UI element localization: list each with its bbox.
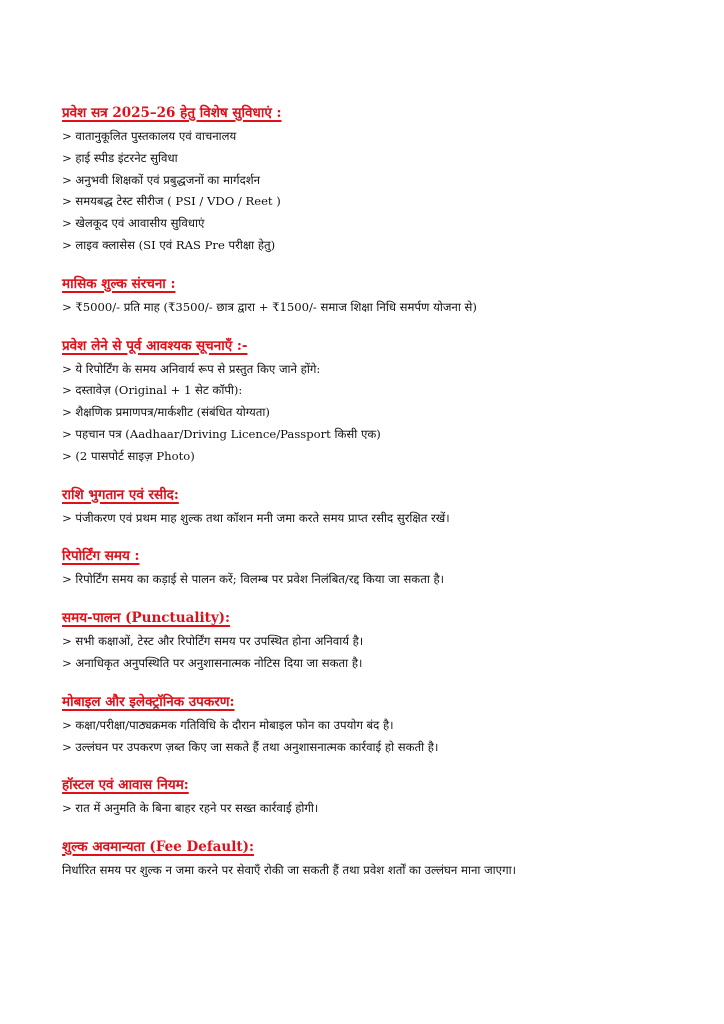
section-heading: मोबाइल और इलेक्ट्रॉनिक उपकरण: <box>62 693 235 710</box>
list-item: > पहचान पत्र (Aadhaar/Driving Licence/Passport किसी एक) <box>62 426 381 441</box>
list-item: > सभी कक्षाओं, टेस्ट और रिपोर्टिंग समय पर उपस्थित होना अनिवार्य है। <box>62 634 364 649</box>
section-punctuality <box>62 607 684 675</box>
list-item: > दस्तावेज़ (Original + 1 सेट कॉपी): <box>62 383 243 398</box>
list-item: > अनुभवी शिक्षकों एवं प्रबुद्धजनों का मार्गदर्शन <box>62 172 261 187</box>
list-item: > वातानुकूलित पुस्तकालय एवं वाचनालय <box>62 129 237 143</box>
list-item: > शैक्षणिक प्रमाणपत्र/मार्कशीट (संबंधित योग्यता) <box>62 405 270 420</box>
section-admission-notices <box>62 335 684 468</box>
section-heading: प्रवेश लेने से पूर्व आवश्यक सूचनाएँ :- <box>62 337 248 354</box>
list-item: निर्धारित समय पर शुल्क न जमा करने पर सेवाएँ रोकी जा सकती हैं तथा प्रवेश शर्तों का उल्लंघन माना जाएगा। <box>62 863 517 878</box>
list-item: > अनाधिकृत अनुपस्थिति पर अनुशासनात्मक नोटिस दिया जा सकता है। <box>62 655 363 670</box>
list-item: > ₹5000/- प्रति माह (₹3500/- छात्र द्वारा + ₹1500/- समाज शिक्षा निधि समर्पण योजना से) <box>62 299 477 314</box>
list-item: > हाई स्पीड इंटरनेट सुविधा <box>62 150 178 165</box>
list-item: > रिपोर्टिंग समय का कड़ाई से पालन करें; विलम्ब पर प्रवेश निलंबित/रद्द किया जा सकता है। <box>62 572 445 587</box>
list-item: > पंजीकरण एवं प्रथम माह शुल्क तथा कॉशन मनी जमा करते समय प्राप्त रसीद सुरक्षित रखें। <box>62 510 450 525</box>
section-heading: रिपोर्टिंग समय : <box>62 548 140 565</box>
section-monthly-fee <box>62 273 684 319</box>
section-heading: राशि भुगतान एवं रसीद: <box>62 486 179 503</box>
section-mobile-devices <box>62 691 684 759</box>
section-heading: मासिक शुल्क संरचना : <box>62 275 176 292</box>
list-item: > खेलकूद एवं आवासीय सुविधाएं <box>62 216 205 231</box>
section-fee-default <box>62 836 684 882</box>
list-item: > समयबद्ध टेस्ट सीरीज ( PSI / VDO / Reet ) <box>62 194 281 209</box>
list-item: > रात में अनुमति के बिना बाहर रहने पर सख्त कार्रवाई होगी। <box>62 801 319 816</box>
list-item: > कक्षा/परीक्षा/पाठ्यक्रमक गतिविधि के दौरान मोबाइल फोन का उपयोग बंद है। <box>62 717 394 732</box>
section-heading: समय-पालन (Punctuality): <box>62 610 231 627</box>
section-payment-receipt <box>62 484 684 530</box>
list-item: > (2 पासपोर्ट साइज़ Photo) <box>62 448 195 463</box>
list-item: > लाइव क्लासेस (SI एवं RAS Pre परीक्षा हेतु) <box>62 237 276 252</box>
section-heading: शुल्क अवमान्यता (Fee Default): <box>62 839 254 856</box>
section-facilities <box>62 102 684 257</box>
list-item: > ये रिपोर्टिंग के समय अनिवार्य रूप से प्रस्तुत किए जाने होंगे: <box>62 361 321 376</box>
section-hostel-rules <box>62 774 684 820</box>
section-heading: हॉस्टल एवं आवास नियम: <box>62 777 189 794</box>
section-heading: प्रवेश सत्र 2025–26 हेतु विशेष सुविधाएं : <box>62 105 282 121</box>
section-reporting-time <box>62 545 684 591</box>
list-item: > उल्लंघन पर उपकरण ज़ब्त किए जा सकते हैं तथा अनुशासनात्मक कार्रवाई हो सकती है। <box>62 739 439 754</box>
